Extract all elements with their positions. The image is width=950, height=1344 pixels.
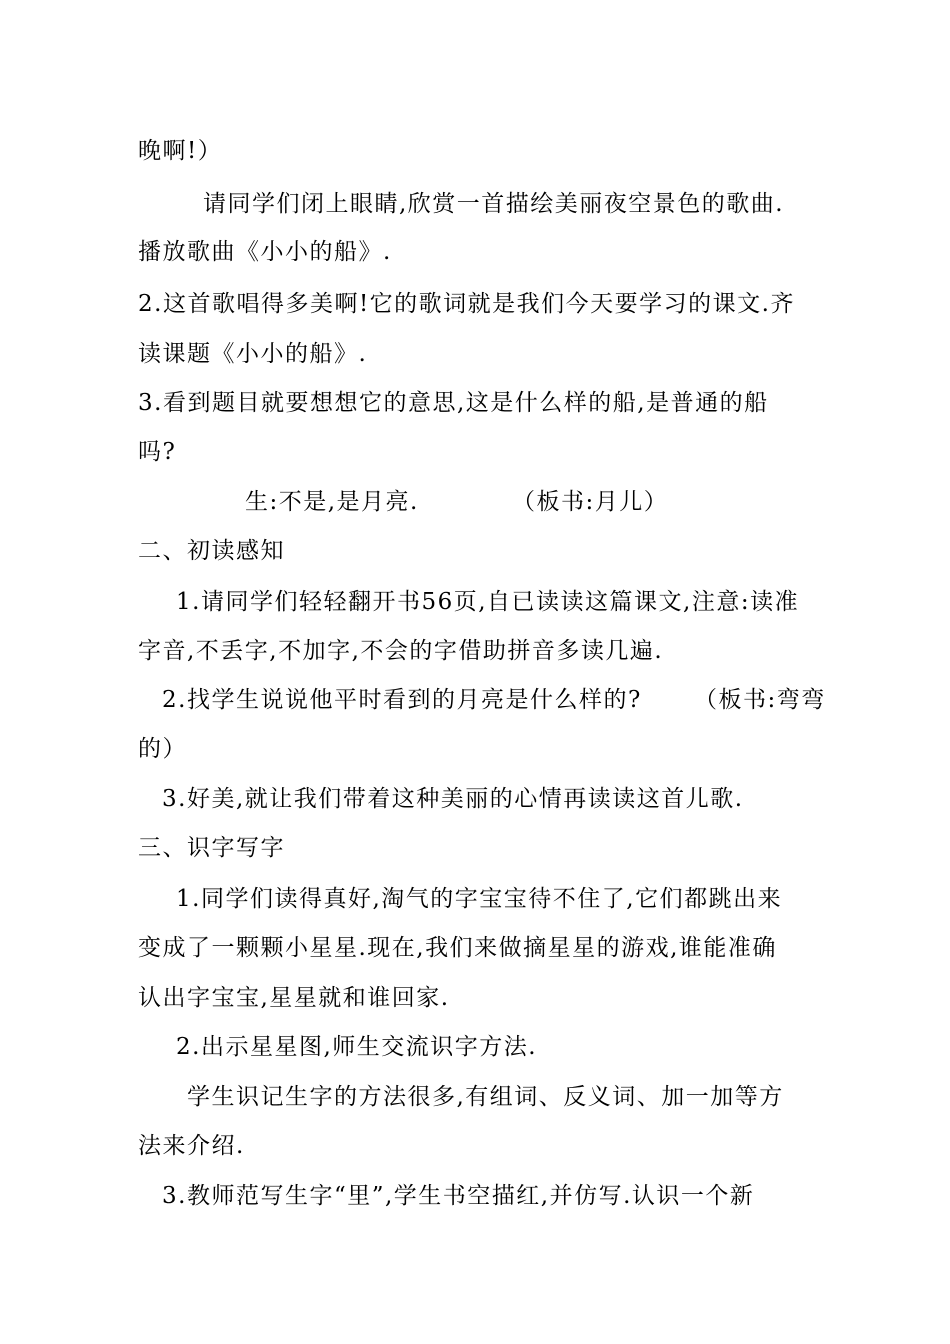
text-line: 学生识记生字的方法很多,有组词、反义词、加一加等方 xyxy=(187,1084,784,1110)
text-line: 请同学们闭上眼睛,欣赏一首描绘美丽夜空景色的歌曲. xyxy=(203,191,785,217)
text-line: 吗? xyxy=(138,439,177,465)
text-line: 生:不是,是月亮. xyxy=(245,489,419,515)
text-line: 3.看到题目就要想想它的意思,这是什么样的船,是普通的船 xyxy=(138,390,769,416)
text-line: 的） xyxy=(138,736,187,762)
text-line: 认出字宝宝,星星就和谁回家. xyxy=(138,985,450,1011)
text-line: 3.教师范写生字“里”,学生书空描红,并仿写.认识一个新 xyxy=(162,1183,755,1209)
text-line: 变成了一颗颗小星星.现在,我们来做摘星星的游戏,谁能准确 xyxy=(138,935,777,961)
text-line: 2.找学生说说他平时看到的月亮是什么样的? xyxy=(162,687,642,713)
text-line: 1.同学们读得真好,淘气的字宝宝待不住了,它们都跳出来 xyxy=(176,886,783,912)
text-line: 3.好美,就让我们带着这种美丽的心情再读读这首儿歌. xyxy=(162,786,744,812)
section-heading: 三、识字写字 xyxy=(138,835,285,861)
text-line: （板书:弯弯 xyxy=(694,687,826,713)
text-line: 2.出示星星图,师生交流识字方法. xyxy=(176,1034,538,1060)
text-line: 法来介绍. xyxy=(138,1133,245,1159)
text-line: 1.请同学们轻轻翻开书56页,自已读读这篇课文,注意:读准 xyxy=(176,589,800,615)
text-line: （板书:月儿） xyxy=(512,489,669,515)
text-line: 播放歌曲《小小的船》. xyxy=(138,239,392,265)
text-line: 读课题《小小的船》. xyxy=(138,341,368,367)
text-line: 晚啊!） xyxy=(138,138,223,164)
section-heading: 二、初读感知 xyxy=(138,538,285,564)
text-line: 2.这首歌唱得多美啊!它的歌词就是我们今天要学习的课文.齐 xyxy=(138,291,795,317)
text-line: 字音,不丢字,不加字,不会的字借助拼音多读几遍. xyxy=(138,638,664,664)
